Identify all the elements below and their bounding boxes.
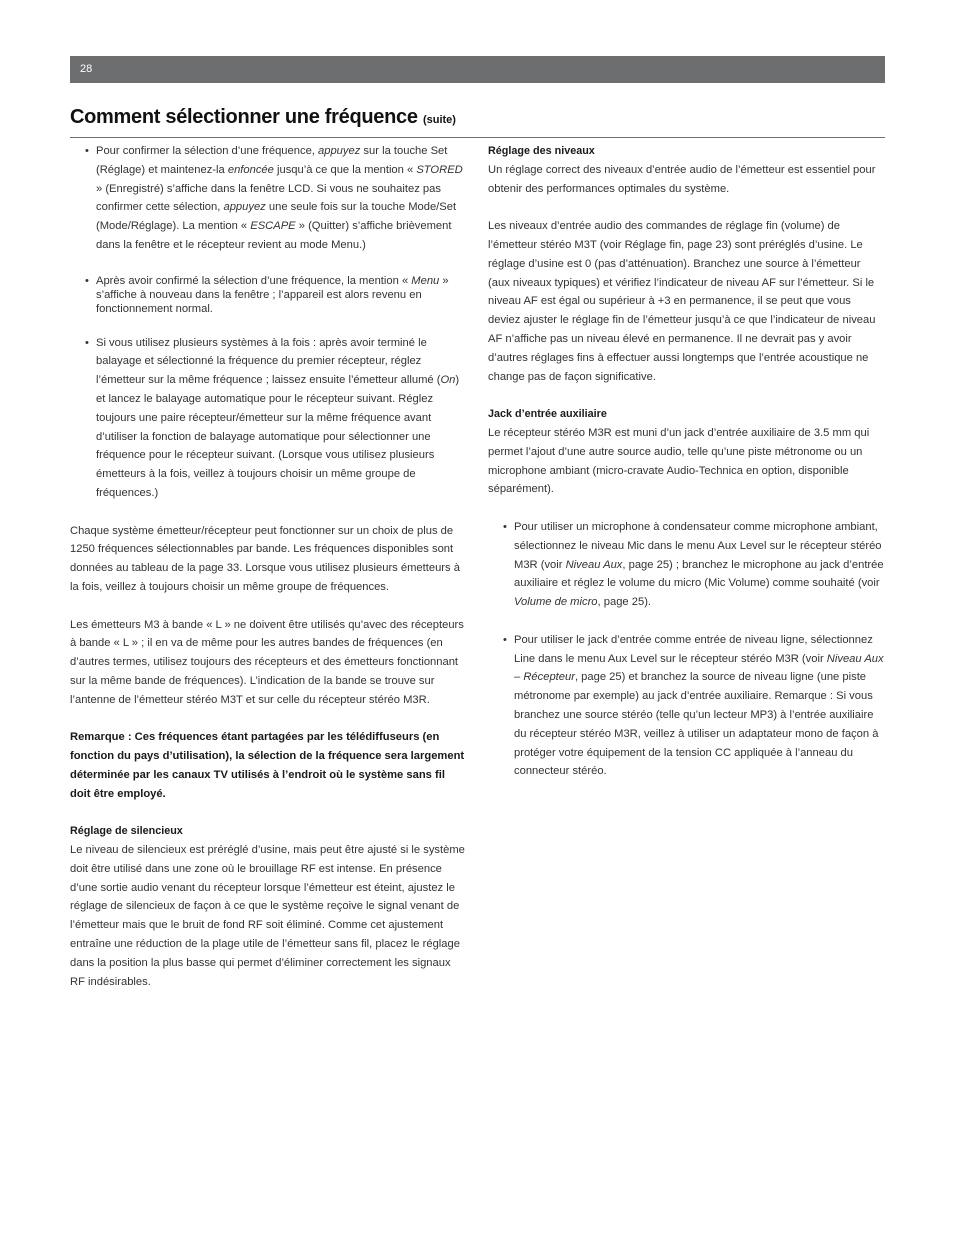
bullet-italic: Niveau Aux – Récepteur <box>514 652 884 684</box>
bullet-text: jusqu’à ce que la mention « <box>273 163 417 176</box>
bullet-text: Après avoir confirmé la sélection d’une fréquence, la mention « <box>96 274 412 287</box>
bullet-italic: STORED <box>416 163 463 176</box>
bullet-text: » (Quitter) s’affiche brièvement dans la fenêtre et le récepteur revient au mode Menu.) <box>96 220 452 251</box>
bullet-text: » s’affiche à nouveau dans la fenêtre ; l’appareil est alors revenu en fonctionnement normal. <box>96 274 449 315</box>
left-column <box>70 142 468 1010</box>
bullet-text: une seule fois sur la touche Mode/Set (Mode/Réglage). La mention « <box>96 201 457 233</box>
bullet-italic: On <box>440 374 456 387</box>
bullet-item-line <box>488 631 885 781</box>
bullet-text: , page 25). <box>597 596 652 609</box>
paragraph-frequencies: Chaque système émetteur/récepteur peut fonctionner sur un choix de plus de 1250 fréquences sélectionnables par bande. Les fréquences disponibles sont données au tableau de la page 33. Lorsque vous utilisez plusieurs émetteurs à la fois, veillez à toujours choisir un même groupe de fréquences. <box>70 524 460 593</box>
bullet-item-confirm <box>70 142 468 255</box>
page-title-suffix: (suite) <box>422 114 456 126</box>
bullet-text: , page 25) ; branchez le microphone au jack d’entrée auxiliaire et réglez le volume du micro (Mic Volume) comme souhaité (voir <box>514 558 884 590</box>
bullet-italic: Menu <box>411 274 440 287</box>
page-title-main: Comment sélectionner une fréquence <box>70 106 418 128</box>
page-number: 28 <box>80 63 93 75</box>
bullet-text: sur la touche Set (Réglage) et maintenez-la <box>96 145 448 176</box>
right-column <box>488 142 885 800</box>
bullet-marker: • <box>503 633 507 646</box>
bullet-italic: appuyez <box>223 201 266 214</box>
bullet-text: Pour utiliser un microphone à condensateur comme microphone ambiant, sélectionnez le niveau Mic dans le menu Aux Level sur le récepteur stéréo M3R (voir <box>514 520 882 571</box>
bullet-marker: • <box>85 145 89 157</box>
paragraph-levels-intro: Un réglage correct des niveaux d’entrée audio de l’émetteur est essentiel pour obtenir des performances optimales du système. <box>488 163 876 195</box>
bullet-item-menu <box>70 274 468 316</box>
section-heading-aux: Jack d’entrée auxiliaire <box>488 408 607 421</box>
paragraph-levels-detail: Les niveaux d’entrée audio des commandes de réglage fin (volume) de l’émetteur stéréo M3T (voir Réglage fin, page 23) sont préréglés d’usine. Le réglage d’usine est 0 (pas d’atténuation). Branchez une source à l’émetteur (aux niveaux typiques) et vérifiez l’indicateur de niveau AF sur l’émetteur. Si le niveau AF est égal ou supérieur à +3 en permanence, il se peut que vous deviez ajuster le réglage fin de l’émetteur jusqu’à ce que l’indicateur de niveau AF n’affiche pas un niveau élevé en permanence. Il ne devrait pas y avoir d’autres réglages fins à effectuer aussi longtemps que l’entrée acoustique ne change pas de façon significative. <box>488 220 876 383</box>
bullet-text: Pour confirmer la sélection d’une fréquence, <box>96 145 319 157</box>
bullet-italic: ESCAPE <box>250 220 296 233</box>
bullet-item-multiple-systems <box>70 334 468 503</box>
bullet-text: ) et lancez le balayage automatique pour le récepteur suivant. Réglez toujours une paire récepteur/émetteur sur la même fréquence avant d’utiliser la fonction de balayage automatique pour sélectionner une fréquence pour le récepteur suivant. (Lorsque vous utilisez plusieurs émetteurs à la fois, veillez à toujours choisir un même groupe de fréquences.) <box>96 374 460 499</box>
bullet-item-mic <box>488 518 885 612</box>
section-heading-levels: Réglage des niveaux <box>488 145 595 157</box>
page-header-bar <box>70 56 885 83</box>
paragraph-squelch: Le niveau de silencieux est préréglé d’usine, mais peut être ajusté si le système doit être utilisé dans une zone où le brouillage RF est intense. En présence d’une sortie audio venant du récepteur lorsque l’émetteur est éteint, ajustez le réglage de silencieux de façon à ce que le système reçoive le signal venant de l’émetteur mais que le bruit de fond RF soit éliminé. Comme cet ajustement entraîne une réduction de la plage utile de l’émetteur sans fil, placez le réglage dans la position la plus basse qui permet d’éliminer correctement les signaux RF indésirables. <box>70 844 465 988</box>
bullet-italic: appuyez <box>318 145 361 157</box>
paragraph-bands: Les émetteurs M3 à bande « L » ne doivent être utilisés qu’avec des récepteurs à bande « L » ; il en va de même pour les autres bandes de fréquences (en d’autres termes, utilisez toujours des récepteurs et des émetteurs fonctionnant sur la même bande de fréquences). L’indication de la bande se trouve sur l’antenne de l’émetteur stéréo M3T et sur celle du récepteur stéréo M3R. <box>70 618 464 706</box>
bullet-text: , page 25) et branchez la source de niveau ligne (une piste métronome par exemple) au jack d’entrée auxiliaire. Remarque : Si vous branchez une source stéréo (telle qu’un lecteur MP3) à l’entrée auxiliaire du récepteur stéréo M3R, veillez à utiliser un adaptateur mono de façon à protéger votre équipement de la tension CC appliquée à l’anneau du connecteur stéréo. <box>514 671 879 778</box>
bullet-text: Si vous utilisez plusieurs systèmes à la fois : après avoir terminé le balayage et sélectionné la fréquence du premier récepteur, réglez l’émetteur sur la même fréquence ; laissez ensuite l’émetteur allumé ( <box>96 336 441 387</box>
bullet-marker: • <box>85 274 89 287</box>
bullet-text: » (Enregistré) s’affiche dans la fenêtre LCD. Si vous ne souhaitez pas confirmer cette sélection, <box>96 182 441 214</box>
bullet-marker: • <box>503 520 507 533</box>
section-heading-squelch: Réglage de silencieux <box>70 825 183 838</box>
bullet-marker: • <box>85 336 89 349</box>
page-title <box>70 106 885 129</box>
bullet-italic: enfoncée <box>227 163 274 176</box>
note-paragraph: Remarque : Ces fréquences étant partagées par les télédiffuseurs (en fonction du pays d’utilisation), la sélection de la fréquence sera largement déterminée par les canaux TV utilisés à l’endroit où le système sans fil doit être employé. <box>70 731 465 800</box>
bullet-italic: Volume de micro <box>514 596 598 609</box>
paragraph-aux: Le récepteur stéréo M3R est muni d’un jack d’entrée auxiliaire de 3.5 mm qui permet l’ajout d’une autre source audio, telle qu’une piste métronome ou un microphone ambiant (micro-cravate Audio-Technica en option, disponible séparément). <box>488 426 870 496</box>
bullet-italic: Niveau Aux <box>565 558 623 571</box>
bullet-text: Pour utiliser le jack d’entrée comme entrée de niveau ligne, sélectionnez Line dans le menu Aux Level sur le récepteur stéréo M3R (voir <box>514 633 873 665</box>
title-divider <box>70 137 885 138</box>
